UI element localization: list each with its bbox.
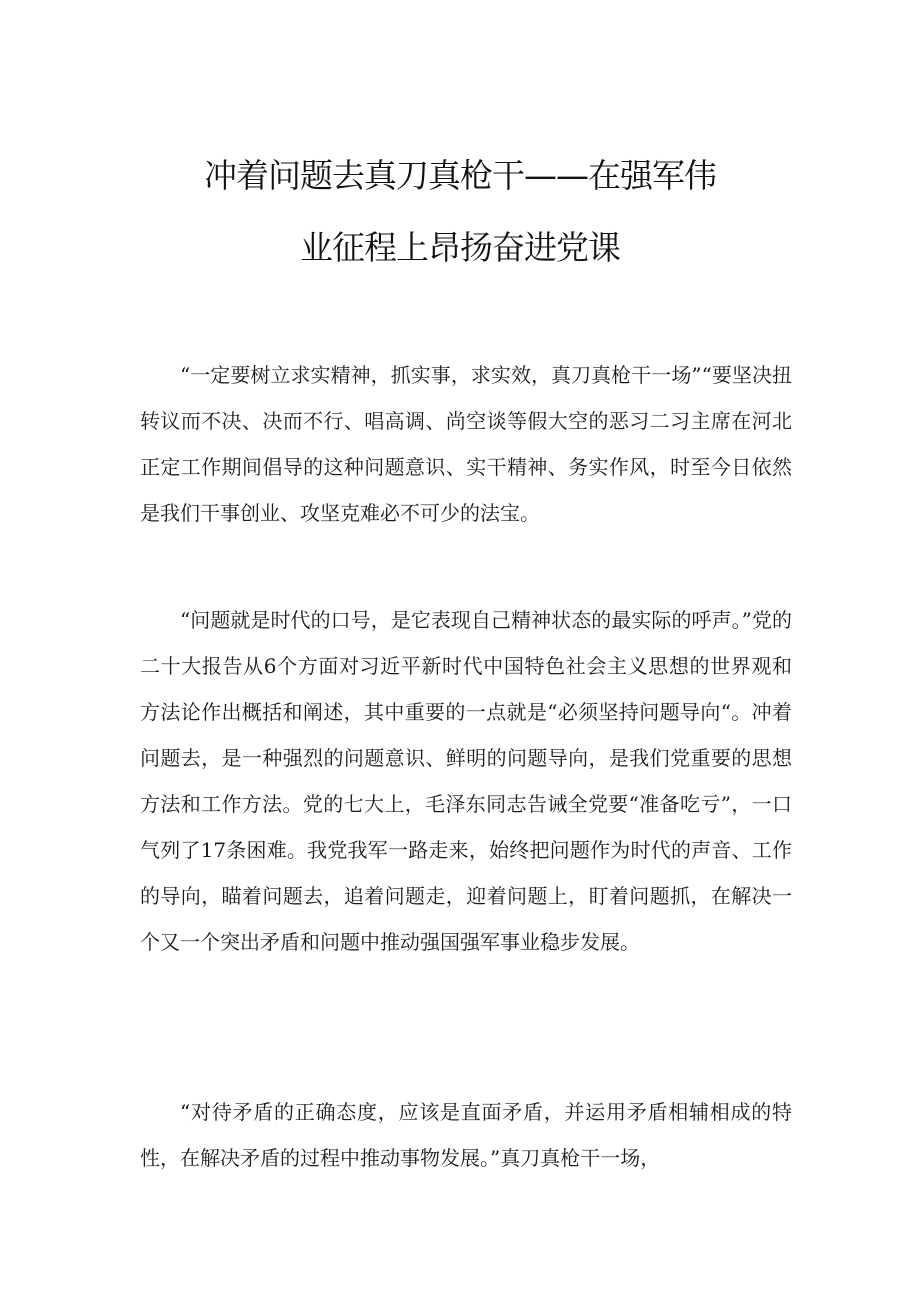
document-title-line-2: 业征程上昂扬奋进党课 (300, 228, 620, 267)
document-title-line-1: 冲着问题去真刀真枪干——在强军伟 (204, 156, 716, 195)
body-paragraph-3: “对待矛盾的正确态度，应该是直面矛盾，并运用矛盾相辅相成的特性，在解决矛盾的过程中推动事物发展。”真刀真枪干一场， (140, 1100, 792, 1170)
body-paragraph-2: “问题就是时代的口号，是它表现自己精神状态的最实际的呼声。”党的二十大报告从6个方面对习近平新时代中国特色社会主义思想的世界观和方法论作出概括和阐述，其中重要的一点就是“必须坚持问题导向“。冲着问题去，是一种强烈的问题意识、鲜明的问题导向，是我们党重要的思想方法和工作方法。党的七大上，毛泽东同志告诫全党要“准备吃亏”，一口气列了17条困难。我党我军一路走来，始终把问题作为时代的声音、工作的导向，瞄着问题去，追着问题走，迎着问题上，盯着问题抓，在解决一个又一个突出矛盾和问题中推动强国强军事业稳步发展。 (140, 608, 792, 954)
body-paragraph-1: “一定要树立求实精神，抓实事，求实效，真刀真枪干一场”“要坚决扭转议而不决、决而不行、唱高调、尚空谈等假大空的恶习二习主席在河北正定工作期间倡导的这种问题意识、实干精神、务实作风，时至今日依然是我们干事创业、攻坚克难必不可少的法宝。 (140, 363, 792, 525)
